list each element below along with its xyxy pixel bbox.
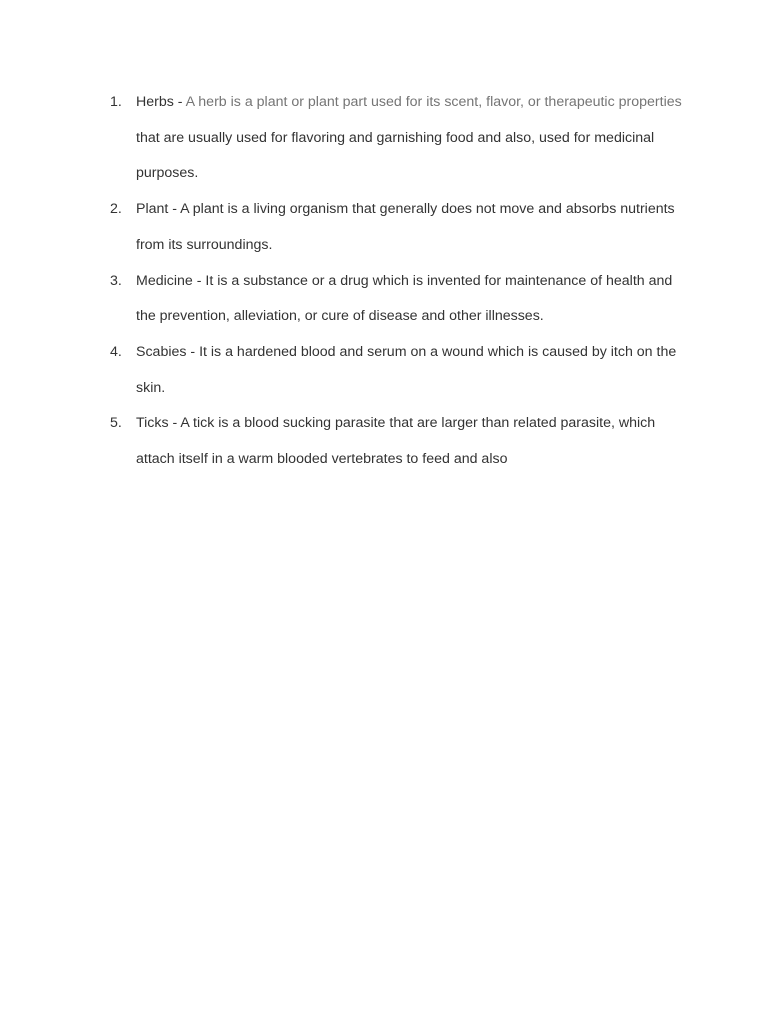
list-number: 2. bbox=[110, 201, 122, 218]
definition-highlight: A herb is a plant or plant part used for its scent, flavor, or therapeutic properties bbox=[185, 94, 682, 110]
definition-item-herbs bbox=[110, 85, 690, 192]
list-number: 5. bbox=[110, 415, 122, 432]
definition-text: Plant - A plant is a living organism that generally does not move and absorbs nutrients from its surroundings. bbox=[136, 201, 675, 253]
definition-text: Ticks - A tick is a blood sucking parasite that are larger than related parasite, which attach itself in a warm blooded vertebrates to feed and also bbox=[136, 415, 656, 468]
list-number: 1. bbox=[110, 94, 122, 110]
definition-list bbox=[110, 85, 690, 478]
definition-term: Herbs - bbox=[136, 94, 186, 110]
list-number: 4. bbox=[110, 343, 122, 360]
definition-item-plant bbox=[110, 192, 690, 263]
definition-text: Scabies - It is a hardened blood and serum on a wound which is caused by itch on the skin. bbox=[136, 343, 677, 396]
definition-item-medicine bbox=[110, 264, 690, 335]
definition-text: that are usually used for flavoring and garnishing food and also, used for medicinal purposes. bbox=[136, 129, 655, 182]
definition-text: Medicine - It is a substance or a drug which is invented for maintenance of health and the prevention, alleviation, or cure of disease and other illnesses. bbox=[136, 272, 673, 325]
definition-item-scabies bbox=[110, 335, 690, 406]
list-number: 3. bbox=[110, 272, 122, 289]
definition-item-ticks bbox=[110, 406, 690, 477]
